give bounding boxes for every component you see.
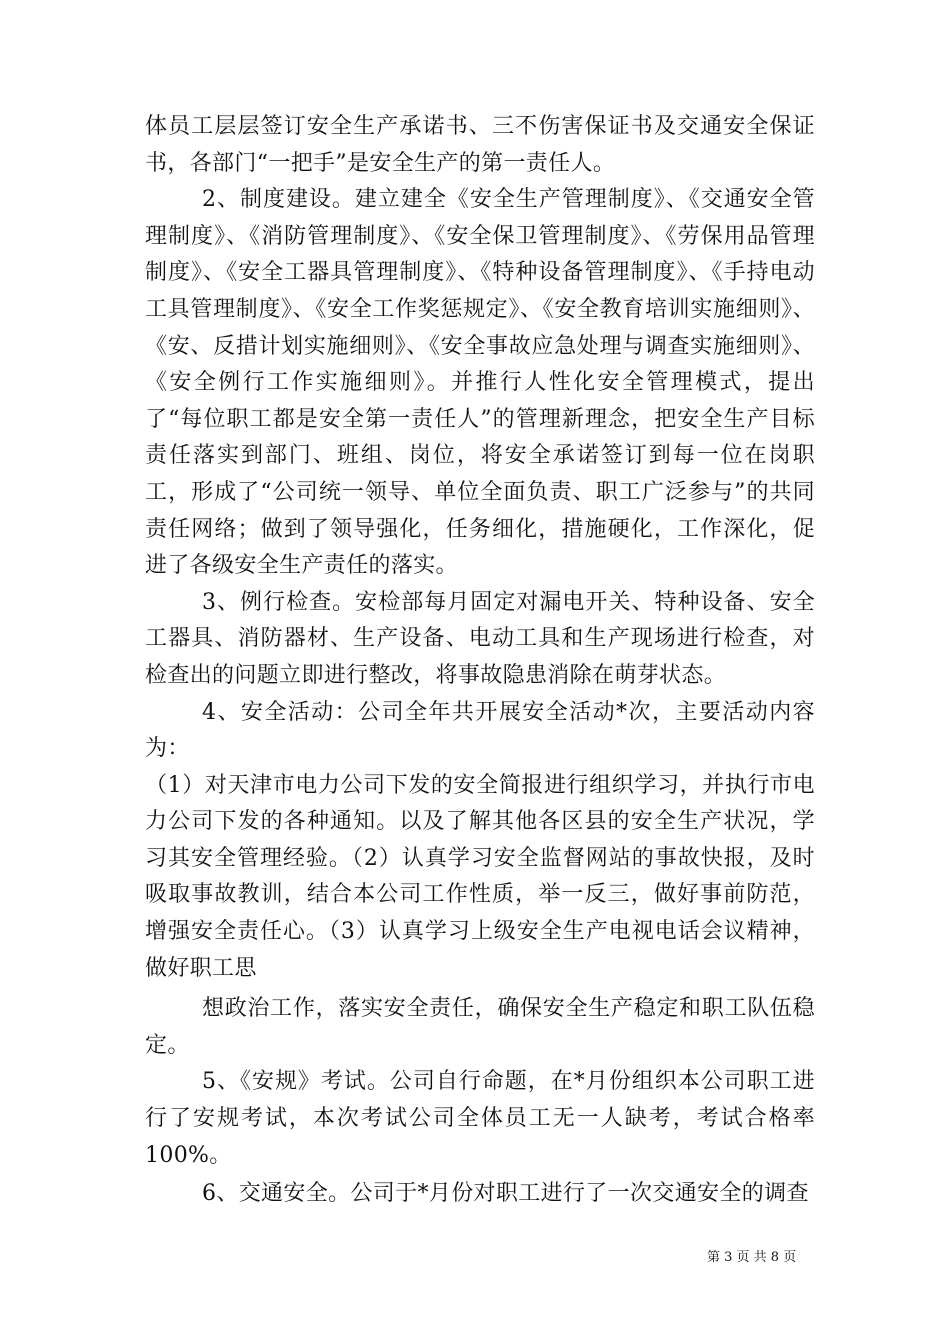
paragraph-system-construction: 2、制度建设。建立建全《安全生产管理制度》、《交通安全管理制度》、《消防管理制度》、《安全保卫管理制度》、《劳保用品管理制度》、《安全工器具管理制度》、《特种设备管理制度》、《手持电动工具管理制度》、《安全工作奖惩规定》、《安全教育培训实施细则》、《安、反措计划实施细则》、《安全事故应急处理与调查实施细则》、《安全例行工作实施细则》。并推行人性化安全管理模式，提出了“每位职工都是安全第一责任人”的管理新理念，把安全生产目标责任落实到部门、班组、岗位，将安全承诺签订到每一位在岗职工，形成了“公司统一领导、单位全面负责、职工广泛参与”的共同责任网络；做到了领导强化，任务细化，措施硬化，工作深化，促进了各级安全生产责任的落实。: [145, 187, 815, 579]
paragraph-safety-activities: 4、安全活动：公司全年共开展安全活动*次，主要活动内容为：: [145, 699, 815, 762]
paragraph-activity-details: （1）对天津市电力公司下发的安全简报进行组织学习，并执行市电力公司下发的各种通知。以及了解其他各区县的安全生产状况，学习其安全管理经验。（2）认真学习安全监督网站的事故快报，及时吸取事故教训，结合本公司工作性质，举一反三，做好事前防范，增强安全责任心。（3）认真学习上级安全生产电视电话会议精神，做好职工思: [145, 772, 815, 981]
paragraph-safety-regulation-exam: 5、《安规》考试。公司自行命题，在*月份组织本公司职工进行了安规考试，本次考试公司全体员工无一人缺考，考试合格率100%。: [145, 1069, 815, 1168]
page-number: 第 3 页 共 8 页: [707, 1250, 797, 1265]
document-body: [145, 109, 815, 1213]
paragraph-responsibility-continued: 体员工层层签订安全生产承诺书、三不伤害保证书及交通安全保证书，各部门“一把手”是安全生产的第一责任人。: [145, 114, 815, 176]
paragraph-traffic-safety: 6、交通安全。公司于*月份对职工进行了一次交通安全的调查: [202, 1181, 809, 1207]
paragraph-routine-inspection: 3、例行检查。安检部每月固定对漏电开关、特种设备、安全工器具、消防器材、生产设备、电动工具和生产现场进行检查，对检查出的问题立即进行整改，将事故隐患消除在萌芽状态。: [145, 589, 815, 688]
paragraph-political-work: 想政治工作，落实安全责任，确保安全生产稳定和职工队伍稳定。: [145, 996, 815, 1058]
